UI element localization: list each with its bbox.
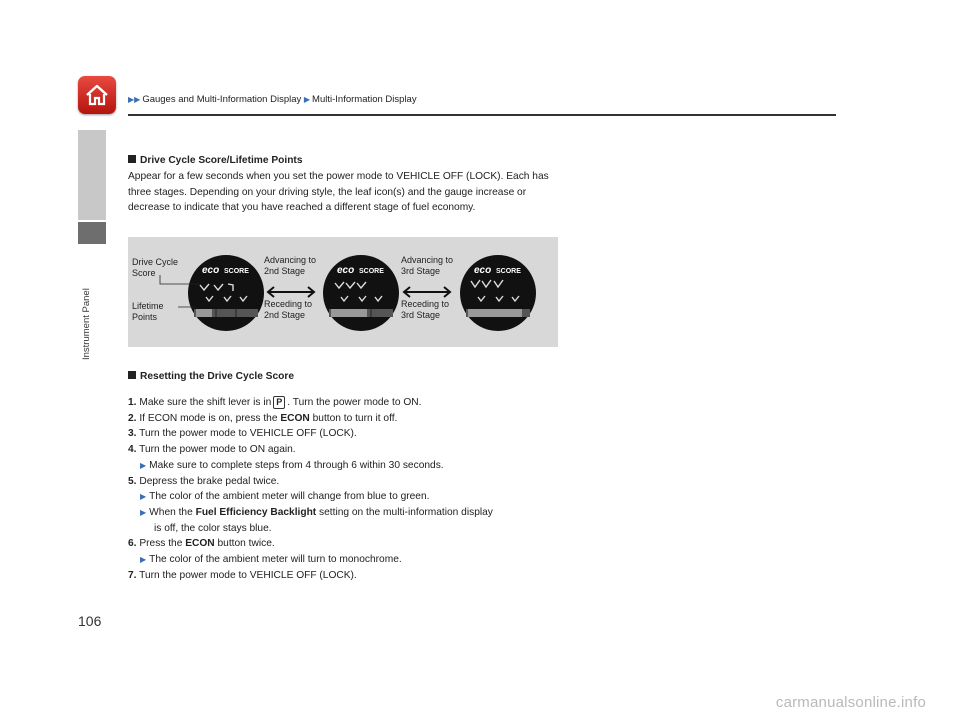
side-tab-decoration bbox=[78, 130, 106, 220]
side-section-label: Instrument Panel bbox=[81, 288, 92, 360]
gauge-eco-label-2: eco bbox=[337, 265, 355, 276]
home-icon bbox=[84, 82, 110, 108]
eco-score-illustration bbox=[128, 237, 558, 347]
breadcrumb-arrow-icon: ▶▶ bbox=[128, 95, 141, 104]
gauge-fill-stage3 bbox=[468, 309, 522, 317]
step-3: 3. Turn the power mode to VEHICLE OFF (LOCK). bbox=[128, 428, 357, 440]
park-position-icon: P bbox=[273, 396, 285, 409]
square-bullet-icon bbox=[128, 155, 136, 163]
step-1: 1. Make sure the shift lever is in P . Turn the power mode to ON. bbox=[128, 397, 422, 409]
gauge-eco-label-3: eco bbox=[474, 265, 492, 276]
label-receding-2nd: Receding to 2nd Stage bbox=[264, 299, 313, 320]
step-5: 5. Depress the brake pedal twice. bbox=[128, 475, 280, 487]
breadcrumb-current[interactable]: Multi-Information Display bbox=[312, 94, 417, 105]
label-receding-3rd: Receding to 3rd Stage bbox=[401, 299, 450, 320]
step-6: 6. Press the ECON button twice. bbox=[128, 538, 275, 550]
breadcrumb-arrow-icon: ▶ bbox=[303, 95, 311, 104]
note-arrow-icon: ▶ bbox=[140, 555, 147, 565]
step-7: 7. Turn the power mode to VEHICLE OFF (LOCK). bbox=[128, 569, 357, 581]
gauge-fill-stage1 bbox=[196, 309, 212, 317]
breadcrumb bbox=[128, 94, 417, 105]
section-reset bbox=[128, 359, 568, 584]
watermark[interactable]: carmanualsonline.info bbox=[775, 694, 926, 711]
double-arrow-icon bbox=[268, 287, 314, 297]
section-drive-cycle bbox=[128, 153, 568, 216]
gauge-score-label-1: SCORE bbox=[224, 268, 249, 275]
label-advancing-3rd: Advancing to 3rd Stage bbox=[401, 255, 454, 276]
section-heading: Drive Cycle Score/Lifetime Points bbox=[128, 153, 568, 169]
step-4: 4. Turn the power mode to ON again. bbox=[128, 444, 296, 456]
breadcrumb-link-gauges[interactable]: Gauges and Multi-Information Display bbox=[142, 94, 302, 105]
gauge-fill-stage2 bbox=[331, 309, 367, 317]
step-2: 2. If ECON mode is on, press the ECON button to turn it off. bbox=[128, 412, 398, 424]
gauge-eco-label-1: eco bbox=[202, 265, 220, 276]
label-drive-cycle-score: Drive Cycle Score bbox=[132, 257, 179, 278]
gauge-score-label-3: SCORE bbox=[496, 268, 521, 275]
side-tab-active bbox=[78, 222, 106, 244]
double-arrow-icon bbox=[404, 287, 450, 297]
section-heading: Resetting the Drive Cycle Score bbox=[128, 369, 568, 385]
note-arrow-icon: ▶ bbox=[140, 460, 147, 470]
note-arrow-icon: ▶ bbox=[140, 492, 147, 502]
header-rule bbox=[128, 114, 836, 116]
page-number: 106 bbox=[78, 613, 102, 629]
step-4-note: ▶ Make sure to complete steps from 4 through 6 within 30 seconds. bbox=[140, 459, 444, 471]
step-6-note: ▶ The color of the ambient meter will turn to monochrome. bbox=[140, 554, 402, 566]
label-advancing-2nd: Advancing to 2nd Stage bbox=[264, 255, 317, 276]
section-body: Appear for a few seconds when you set the power mode to VEHICLE OFF (LOCK). Each has three stages. Depending on your driving style, the leaf icon(s) and the gauge increase or decrease to indicate that you have reached a different stage of fuel economy. bbox=[128, 170, 549, 214]
step-5-note-1: ▶ The color of the ambient meter will change from blue to green. bbox=[140, 491, 430, 503]
note-arrow-icon: ▶ bbox=[140, 508, 147, 517]
step-5-note-2-cont: is off, the color stays blue. bbox=[154, 522, 272, 534]
eco-score-figure bbox=[128, 237, 558, 347]
square-bullet-icon bbox=[128, 371, 136, 379]
home-button[interactable] bbox=[78, 76, 116, 114]
gauge-score-label-2: SCORE bbox=[359, 268, 384, 275]
label-lifetime-points: Lifetime Points bbox=[132, 301, 164, 322]
step-5-note-2: ▶ When the Fuel Efficiency Backlight setting on the multi-information display bbox=[140, 507, 493, 518]
